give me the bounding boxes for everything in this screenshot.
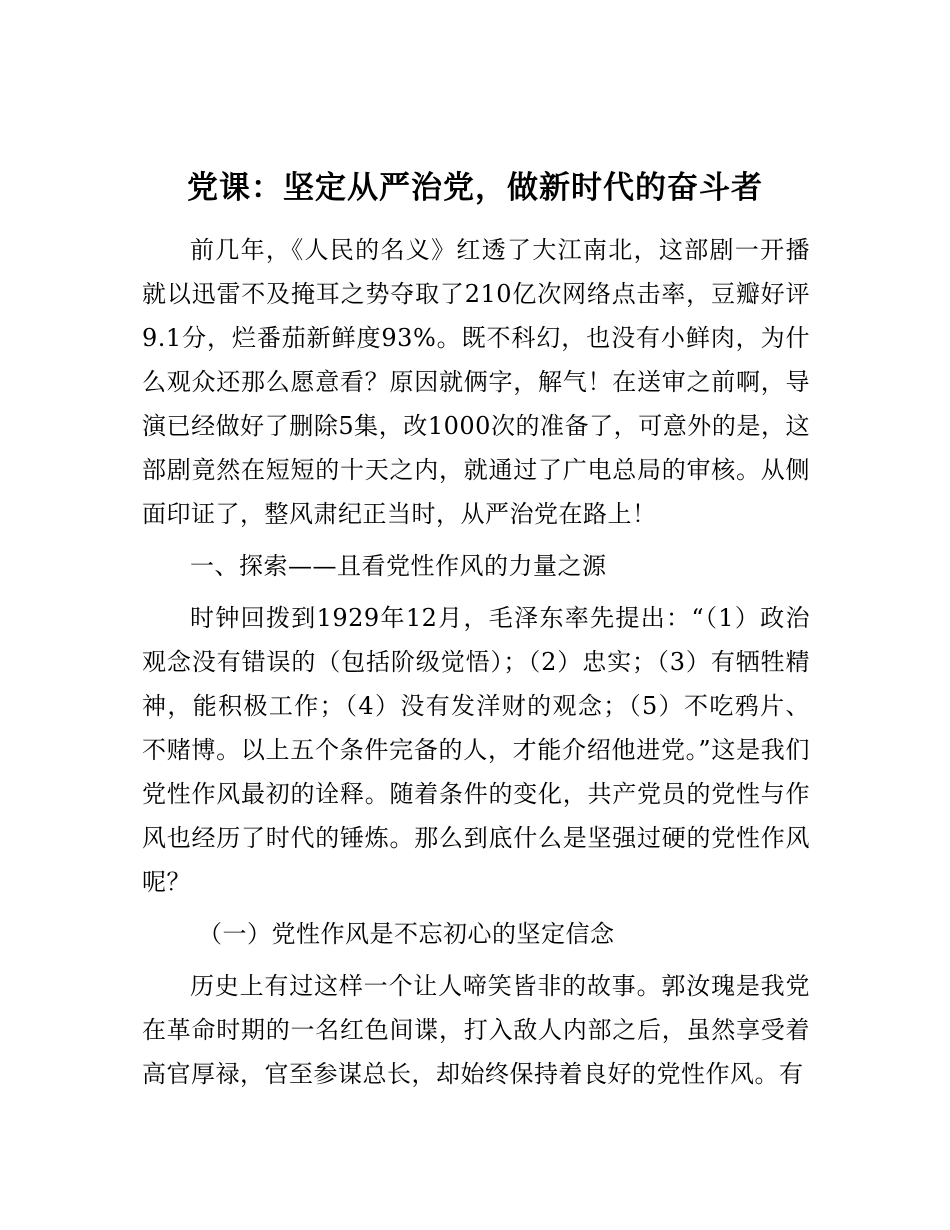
paragraph-history: 时钟回拨到1929年12月，毛泽东率先提出：“（1）政治观念没有错误的（包括阶级觉悟）；（2）忠实；（3）有牺牲精神，能积极工作；（4）没有发洋财的观念；（5）不吃鸦片、不赌博。以上五个条件完备的人，才能介绍他进党。”这是我们党性作风最初的诠释。随着条件的变化，共产党员的党性与作风也经历了时代的锤炼。那么到底什么是坚强过硬的党性作风呢？ [142,604,810,896]
subsection-heading-1: （一）党性作风是不忘初心的坚定信念 [198,920,615,948]
paragraph-story: 历史上有过这样一个让人啼笑皆非的故事。郭汝瑰是我党在革命时期的一名红色间谍，打入敌人内部之后，虽然享受着高官厚禄，官至参谋总长，却始终保持着良好的党性作风。有 [142,972,810,1088]
page-title: 党课：坚定从严治党，做新时代的奋斗者 [187,170,763,206]
section-heading-1: 一、探索——且看党性作风的力量之源 [190,552,607,580]
paragraph-intro: 前几年，《人民的名义》红透了大江南北，这部剧一开播就以迅雷不及掩耳之势夺取了210亿次网络点击率，豆瓣好评9.1分，烂番茄新鲜度93%。既不科幻，也没有小鲜肉，为什么观众还那么愿意看？原因就俩字，解气！在送审之前啊，导演已经做好了删除5集，改1000次的准备了，可意外的是，这部剧竟然在短短的十天之内，就通过了广电总局的审核。从侧面印证了，整风肃纪正当时，从严治党在路上！ [142,236,810,528]
document-body [142,228,810,1096]
